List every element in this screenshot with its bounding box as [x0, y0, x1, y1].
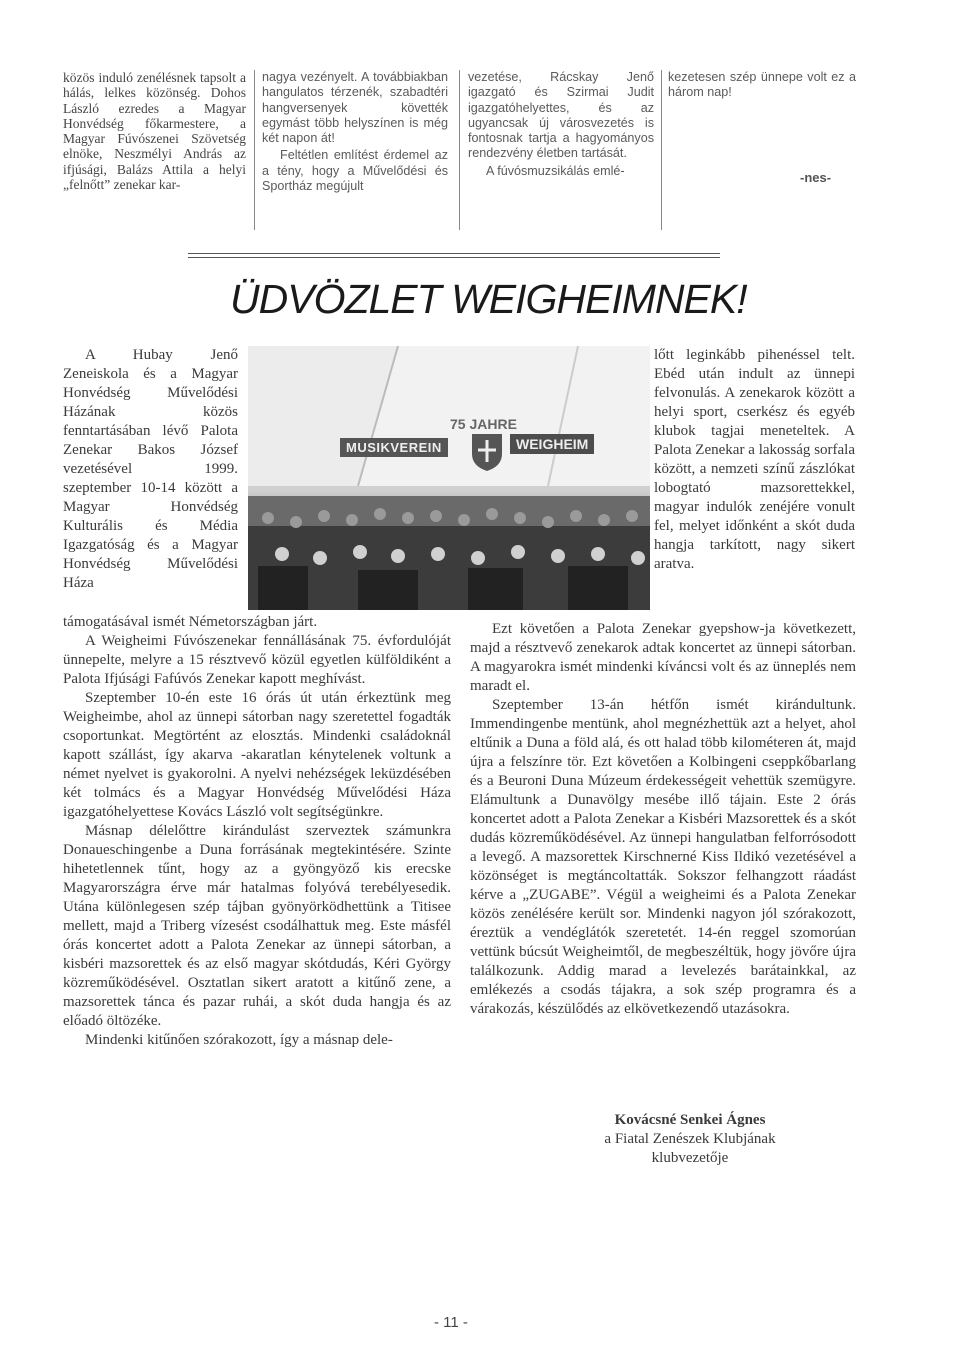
top-article-col1-text: közös induló zenélésnek tapsolt a hálás, lelkes közönség. Dohos László ezredes a Magyar Honvédség főkarmestere, a Magyar Fúvószenei Szövetség elnöke, Neszmélyi András az ifjúsági, Balázs Attila a helyi „felnőtt” zenekar kar- [63, 70, 246, 193]
photo-banner-weigheim: WEIGHEIM [510, 434, 594, 454]
tent-roof-image [248, 346, 650, 486]
main-article-right-para2: Ezt követően a Palota Zenekar gyepshow-ja következett, majd a résztvevő zenekarok adtak koncertet az ünnepi sátorban. A magyarokra ismét mindenki kíváncsi volt és az ünneplés nem maradt el. [470, 621, 856, 694]
main-article-intro: A Hubay Jenő Zeneiskola és a Magyar Honvédség Művelődési Házának közös fenntartásában lévő Palota Zenekar Bakos József vezetésével 1999. szeptember 10-14 között a Magyar Honvédség Kulturális és Média Igazgatóság és a Magyar Honvédség Művelődési Háza [63, 347, 238, 591]
main-article-right-intro: lőtt leginkább pihenéssel telt. Ebéd után indult az ünnepi felvonulás. A zenekarok között a helyi sport, cserkész és egyéb klubok tagjai meneteltek. A Palota Zenekar a lakosság sorfala között, a nemzeti színű zászlókat lobogtató mazsorettekkel, magyar indulók zenéjére vonult fel, melyet időnként a skót duda hangja tarkított, nagy sikert aratva. [654, 347, 855, 572]
top-article-col3-para1: vezetése, Rácskay Jenő igazgató és Szirmai Judit igazgatóhelyettes, és az ugyancsak új városvezetés is fontosnak tartja a hagyományos rendezvény életben tartását. [468, 70, 654, 161]
main-article-left-para2: A Weigheimi Fúvószenekar fennállásának 75. évfordulóját ünnepelte, melyre a 15 résztvevő közül egyetlen külföldiként a Palota Ifjúsági Fafúvós Zenekar kapott meghívást. [63, 633, 451, 687]
top-article-column-2 [262, 70, 448, 194]
article-separator [188, 253, 720, 254]
top-article-signature: -nes- [800, 170, 832, 185]
column-divider [661, 70, 662, 230]
main-article-left-narrow [63, 346, 238, 593]
column-divider [459, 70, 460, 230]
main-article-right-narrow [654, 346, 855, 574]
main-article-right-para3: Szeptember 13-án hétfőn ismét kirándultunk. Immendingenbe mentünk, ahol megnézhettük azt a helyet, ahol eltűnik a Duna a föld alá, és ott halad több kilométeren át, majd újra a felszínre tör. Ezt követően a Kolbingeni cseppkőbarlang és a Beuroni Duna Múzeum érdekességeit vehettük szemügyre. Elámultunk a Dunavölgy mesébe illő tájain. Este 2 órás koncertet adott a Palota Zenekar a Kisbéri Mazsorettek és a skót dudás közreműködésével. Az ünnepi hangulatban felforrósodott a levegő. A mazsorettek Kirschnerné Kiss Ildikó vezetésével a közönséget is megtáncoltatták. Sokszor felhangzott ráadást kérve a „ZUGABE”. Végül a weigheimi és a Palota Zenekar közös zenélésére került sor. Mindenki nagyon jól szórakozott, éreztük a vendéglátók szeretetét. 14-én reggel szomorúan vettünk búcsút Weigheimtől, de megbeszéltük, hogy jövőre újra találkozunk. Addig marad a levelezés barátainkkal, az emlékezés a csodás tájakra, a sok szép programra és a várakozás, készülődés az elkövetkezendő utazásokra. [470, 697, 856, 1017]
author-name: Kovácsné Senkei Ágnes [614, 1112, 766, 1128]
crest-icon [470, 432, 504, 472]
page-number: - 11 - [434, 1314, 468, 1331]
top-article-col2-para1: nagya vezényelt. A továbbiakban hangulatos térzenék, szabadtéri hangversenyek követték egymást több helyszínen is még két napon át! [262, 70, 448, 146]
main-article-left-para5: Mindenki kitűnően szórakozott, így a másnap dele- [85, 1032, 393, 1048]
top-article-column-3 [468, 70, 654, 179]
photo-banner-musikverein: MUSIKVEREIN [340, 438, 448, 457]
main-article-right-column [470, 620, 856, 1019]
top-article-col3-para2: A fúvósmuzsikálás emlé- [486, 163, 625, 178]
column-divider [254, 70, 255, 230]
author-role: klubvezetője [651, 1150, 729, 1166]
photo-banner-anniversary: 75 JAHRE [450, 416, 517, 432]
top-article-column-1 [63, 70, 246, 192]
main-article-left-column [63, 613, 451, 1050]
top-article-column-4 [668, 70, 856, 101]
band-photo [248, 346, 650, 610]
article-separator [188, 257, 720, 258]
main-article-left-continuation: támogatásával ismét Németországban járt. [63, 614, 318, 630]
article-headline: ÜDVÖZLET WEIGHEIMNEK! [230, 276, 747, 322]
top-article-col2-para2: Feltétlen említést érdemel az a tény, hogy a Művelődési és Sportház megújult [262, 148, 448, 194]
main-article-left-para4: Másnap délelőttre kirándulást szerveztek számunkra Donaueschingenbe a Duna forrásának megtekintésére. Szinte hihetetlennek tűnt, hogy az a gyöngyöző kis erecske Magyarországra érve már hatalmas folyóvá terebélyesedik. Utána különlegesen szép tájban gyönyörködhettünk a Titisee mellett, majd a Triberg vízesést csodálhattuk meg. Este másfél órás koncertet adott a Palota Zenekar az ünnepi sátorban, a kisbéri mazsorettek és az első magyar skótdudás, Kéri György közreműködésével. Osztatlan sikert aratott a kitűnő zene, a mazsorettek tánca és pazar ruhái, a skót duda hangja és az előadó öltözéke. [63, 823, 451, 1029]
author-signature [540, 1111, 840, 1168]
band-crowd-image [248, 496, 650, 610]
author-affiliation: a Fiatal Zenészek Klubjának [604, 1131, 776, 1147]
top-article-col4-text: kezetesen szép ünnepe volt ez a három nap! [668, 70, 856, 100]
main-article-left-para3: Szeptember 10-én este 16 órás út után érkeztünk meg Weigheimbe, ahol az ünnepi sátorban nagy szeretettel fogadták csoportunkat. Megtörtént az elosztás. Mindenki családoknál kapott szállást, így akarva -akaratlan kénytelenek voltunk a német nyelvet is gyakorolni. A nyelvi nehézségek leküzdésében két tolmács és a Magyar Honvédség Művelődési Háza igazgatóhelyettese Kovács László volt segítségünkre. [63, 690, 451, 820]
